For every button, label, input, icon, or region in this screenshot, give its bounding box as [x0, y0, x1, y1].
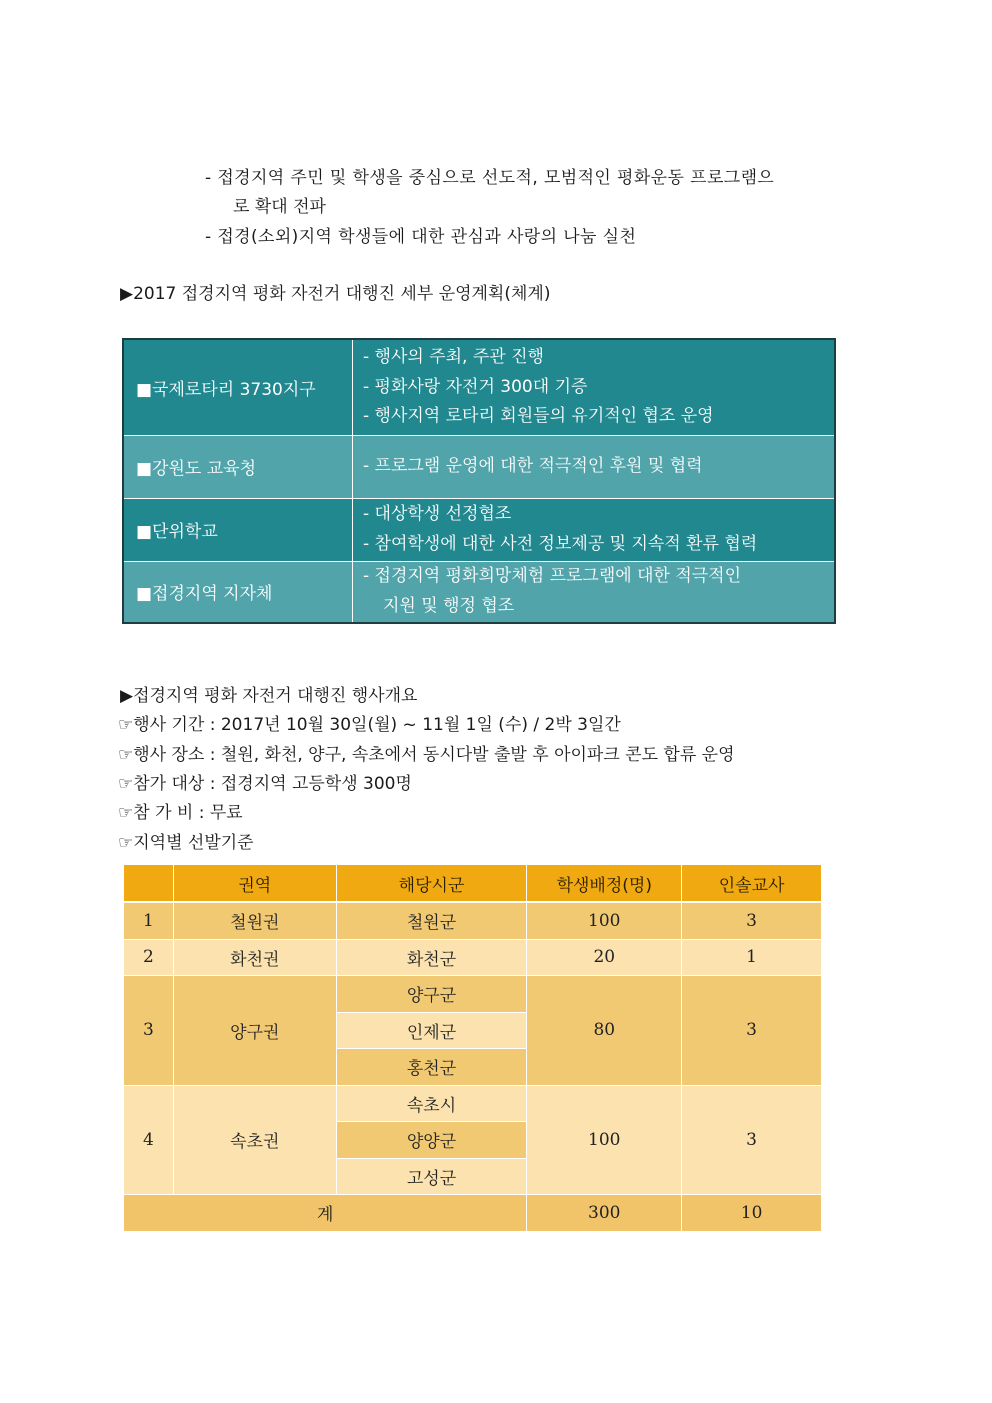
- bullet-line-2: - 접경(소외)지역 학생들에 대한 관심과 사랑의 나눔 실천: [205, 227, 637, 247]
- org-row: [123, 498, 835, 561]
- cell-county: 철원군: [336, 902, 527, 939]
- bullet-line-1: - 접경지역 주민 및 학생을 중심으로 선도적, 모범적인 평화운동 프로그램으: [205, 168, 775, 188]
- table-header-row: [124, 865, 822, 903]
- overview-fee: ☞참 가 비 : 무료: [118, 803, 243, 823]
- org-role: - 접경지역 평화희망체험 프로그램에 대한 적극적인: [363, 566, 742, 587]
- cell-no: 3: [124, 976, 174, 1086]
- section-title-operation-plan: ▶2017 접경지역 평화 자전거 대행진 세부 운영계획(체계): [120, 284, 551, 304]
- overview-period: ☞행사 기간 : 2017년 10월 30일(월) ~ 11월 1일 (수) / 2박 3일간: [118, 715, 621, 735]
- cell-total-students: 300: [527, 1195, 682, 1232]
- org-row: [123, 435, 835, 498]
- org-role: - 대상학생 선정협조: [363, 504, 512, 524]
- cell-county: 홍천군: [336, 1049, 527, 1086]
- cell-county: 양구군: [336, 976, 527, 1013]
- cell-total-label: 계: [124, 1195, 527, 1232]
- cell-teachers: 3: [682, 976, 822, 1086]
- cell-no: 1: [124, 902, 174, 939]
- cell-county: 양양군: [336, 1122, 527, 1159]
- org-role: - 행사지역 로타리 회원들의 유기적인 협조 운영: [363, 406, 714, 426]
- overview-participants: ☞참가 대상 : 접경지역 고등학생 300명: [118, 774, 412, 794]
- cell-region: 철원권: [173, 902, 336, 939]
- allocation-table: [123, 864, 822, 1232]
- cell-county: 속초시: [336, 1085, 527, 1122]
- cell-teachers: 1: [682, 939, 822, 976]
- cell-region: 화천권: [173, 939, 336, 976]
- cell-region: 속초권: [173, 1085, 336, 1195]
- organization-table: [122, 338, 836, 624]
- header-no: [124, 865, 174, 903]
- section-title-event-overview: ▶접경지역 평화 자전거 대행진 행사개요: [120, 686, 418, 706]
- org-role: 지원 및 행정 협조: [383, 595, 515, 616]
- cell-students: 100: [527, 902, 682, 939]
- table-row: [124, 976, 822, 1013]
- overview-location: ☞행사 장소 : 철원, 화천, 양구, 속초에서 동시다발 출발 후 아이파크 콘도 합류 운영: [118, 745, 735, 765]
- cell-teachers: 3: [682, 902, 822, 939]
- table-row: [124, 939, 822, 976]
- org-roles: [353, 561, 836, 623]
- cell-students: 20: [527, 939, 682, 976]
- cell-no: 2: [124, 939, 174, 976]
- org-roles: [353, 339, 836, 435]
- table-total-row: [124, 1195, 822, 1232]
- header-county: 해당시군: [336, 865, 527, 903]
- org-role: - 참여학생에 대한 사전 정보제공 및 지속적 환류 협력: [363, 533, 758, 554]
- header-region: 권역: [173, 865, 336, 903]
- cell-county: 화천군: [336, 939, 527, 976]
- org-name: ■국제로타리 3730지구: [123, 339, 353, 435]
- cell-county: 인제군: [336, 1012, 527, 1049]
- header-teachers: 인솔교사: [682, 865, 822, 903]
- cell-total-teachers: 10: [682, 1195, 822, 1232]
- table-row: [124, 1085, 822, 1122]
- bullet-line-1-cont: 로 확대 전파: [233, 197, 326, 217]
- org-name: ■강원도 교육청: [123, 435, 353, 498]
- org-role: - 행사의 주최, 주관 진행: [363, 347, 544, 367]
- org-role: - 평화사랑 자전거 300대 기증: [363, 376, 588, 397]
- org-name: ■접경지역 지자체: [123, 561, 353, 623]
- cell-no: 4: [124, 1085, 174, 1195]
- org-name: ■단위학교: [123, 498, 353, 561]
- org-row: [123, 561, 835, 623]
- org-row: [123, 339, 835, 435]
- cell-students: 100: [527, 1085, 682, 1195]
- cell-teachers: 3: [682, 1085, 822, 1195]
- org-role: - 프로그램 운영에 대한 적극적인 후원 및 협력: [363, 455, 703, 476]
- org-roles: [353, 435, 836, 498]
- header-students: 학생배정(명): [527, 865, 682, 903]
- overview-selection-criteria: ☞지역별 선발기준: [118, 833, 254, 853]
- cell-students: 80: [527, 976, 682, 1086]
- org-roles: [353, 498, 836, 561]
- cell-county: 고성군: [336, 1158, 527, 1195]
- cell-region: 양구권: [173, 976, 336, 1086]
- table-row: [124, 902, 822, 939]
